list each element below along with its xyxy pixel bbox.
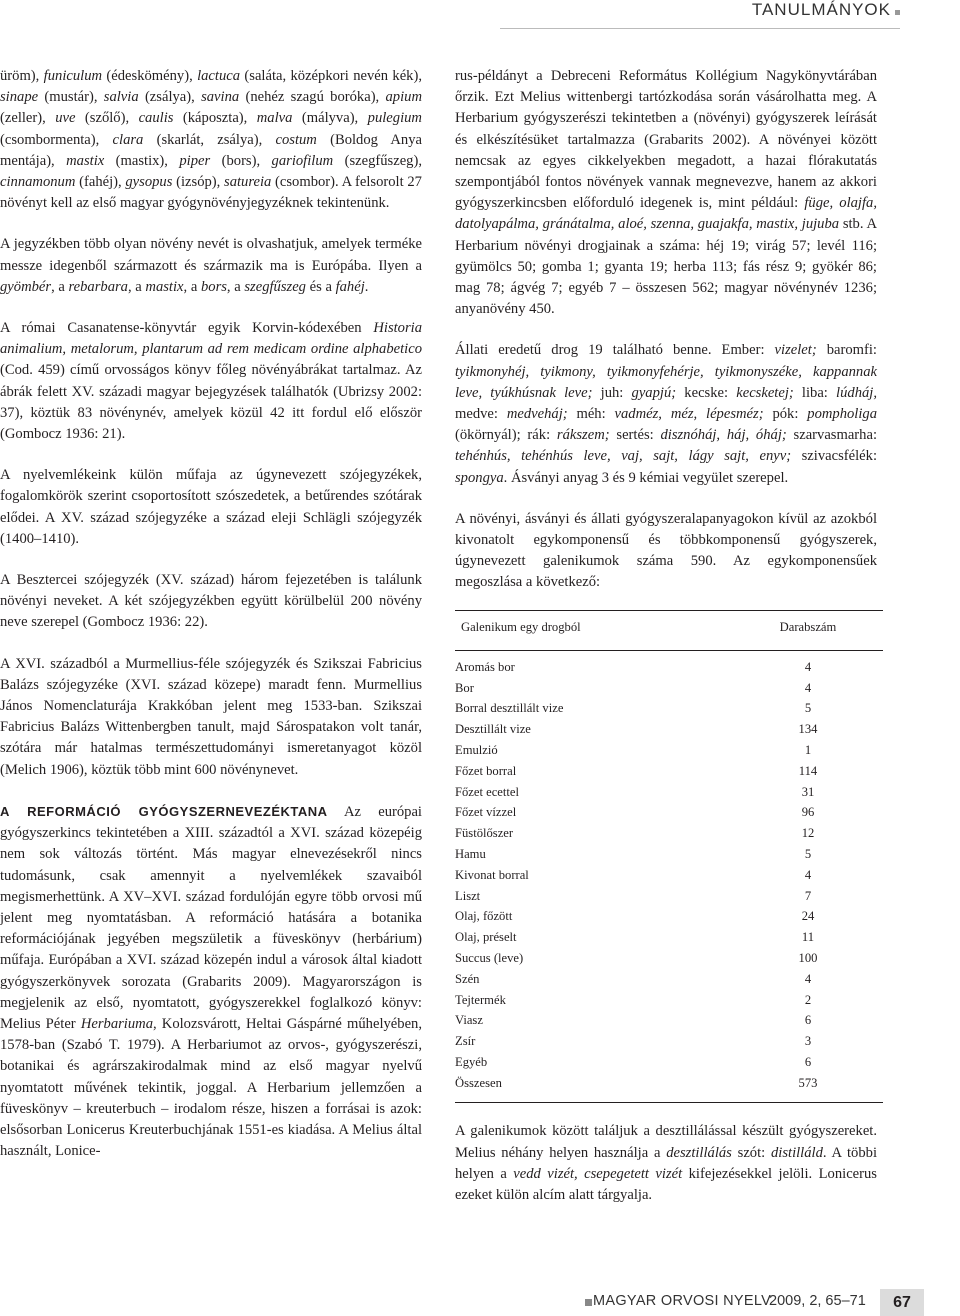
table-row [455, 1010, 883, 1031]
italic-term: medveháj; [506, 406, 568, 423]
italic-term: apium [385, 89, 422, 106]
table-cell-count: 3 [804, 1034, 812, 1049]
table-cell-label: Kivonat borral [455, 867, 529, 882]
table-row [455, 927, 883, 948]
table-row [455, 886, 883, 907]
table-cell-label: Olaj, préselt [455, 930, 517, 945]
journal-name: MAGYAR ORVOSI NYELV [593, 1293, 772, 1309]
italic-term: pulegium [367, 110, 422, 127]
italic-term: szegfűszeg [244, 278, 306, 295]
table-cell-count: 11 [801, 930, 815, 945]
italic-term: pompholiga [807, 406, 877, 423]
paragraph: A XVI. századból a Murmellius-féle szójegyzék és Szikszai Fabricius Balázs szójegyzéke (XVI. század közepe) maradt fenn. Murmellius János Nomenclaturája Krakkóban jelent meg 1533-ban. Szikszai Fabricius Balázs Wittenbergben tanult, majd Sárospatakon volt tanár, szótára már hatalmas természettudományi ismeretanyagot közöl (Melich 1906), köztük több mint 600 növénynevet. [0, 655, 422, 778]
table-cell-count: 4 [804, 659, 812, 674]
italic-term: sinape [0, 89, 39, 106]
table-cell-count: 100 [798, 951, 818, 966]
italic-term: füge, olajfa, datolyapálma, gránátalma, aloé, szenna, guajakfa, mastix, jujuba [455, 195, 877, 233]
paragraph-body: Az európai gyógyszerkincs tekintetében a XIII. századtól a XVI. század közepéig nem sok változás történt. Más magyar elnevezésekről nincs tudomásunk, csak amennyit a nyelvemlékek szavaiból megismerhettünk. A XV–XVI. század fordulóján egyre több orvosi mű jelent meg nyomtatásban. A reformáció hatására a botanika reformációjának jegyében megszületik a füveskönyv (herbárium) műfaja. Európában a XVI. század közepén indul a városok által kiadott gyógyszerkönyvek sorozata (Grabarits 2009). Magyarországon is megjelenik az első, nyomtatott, gyógyszerekkel foglalkozó könyv: Melius Péter Herbariuma, Kolozsvárott, Heltai Gáspárné műhelyében, 1578-ban (Szabó T. 1979). A Herbariumot az orvos-, gyógyszerészi, botanikai és agrárszakirodalmak mind az első magyar nyelvű nyomtatott művének tekintik, joggal. A Herbarium jellemzően a füveskönyv – kreuterbuch – irodalom része, hiszen a forrásai is azok: elsősorban Lonicerus Kreuterbuchjának 1551-es kiadása. A Melius által használt, Lonice- [0, 803, 422, 1160]
table-cell-label: Füstölőszer [455, 826, 514, 841]
paragraph: Állati eredetű drog 19 található benne. Ember: vizelet; baromfi: tyikmonyhéj, tyikmony, tyikmonyfehérje, tyikmonyszéke, kappannak leve, tyúkhúsnak leve; juh: gyapjú; kecske: kecsketej; liba: lúdháj, medve: medveháj; méh: vadméz, méz, lépesméz; pók: pompholiga (ökörnyál); rák: rákszem; sertés: disznóháj, háj, óháj; szarvasmarha: tehénhús, tehénhús leve, vaj, sajt, lágy sajt, enyv; szivacsfélék: spongya. Ásványi anyag 3 és 9 kémiai vegyület szerepel. [455, 342, 877, 486]
table-cell-label: Borral desztillált vize [455, 701, 564, 716]
table-row [455, 990, 883, 1011]
table-cell-label: Succus (leve) [455, 951, 524, 966]
italic-term: kecsketej; [736, 384, 794, 401]
italic-term: mastix [66, 152, 105, 169]
table-row [455, 761, 883, 782]
table-cell-label: Főzet borral [455, 763, 517, 778]
table-row [455, 782, 883, 803]
italic-term: gariofilum [271, 152, 334, 169]
table-cell-count: 96 [801, 805, 815, 820]
table-cell-label: Tejtermék [455, 992, 506, 1007]
italic-term: lúdháj, [836, 384, 877, 401]
table-cell-count: 5 [804, 847, 812, 862]
table-cell-count: 4 [804, 680, 812, 695]
table-row [455, 865, 883, 886]
italic-term: Historia animalium, metalorum, plantarum ad rem medicam ordine alphabetico [0, 320, 422, 358]
header-rule [500, 28, 900, 29]
italic-term: clara [112, 131, 144, 148]
table-cell-count: 7 [804, 888, 812, 903]
left-column [0, 66, 422, 1182]
italic-term: tehénhús, tehénhús leve, vaj, sajt, lágy sajt, enyv; [455, 448, 792, 465]
section-title: TANULMÁNYOK [751, 0, 891, 19]
italic-term: salvia [103, 89, 139, 106]
table-row [455, 719, 883, 740]
italic-term: gyömbér [0, 278, 52, 295]
italic-term: piper [179, 152, 211, 169]
table-cell-label: Szén [455, 971, 480, 986]
italic-term: lactuca [197, 68, 241, 84]
italic-term: disznóháj, háj, óháj; [660, 427, 787, 444]
paragraph: A jegyzékben több olyan növény nevét is olvashatjuk, amelyek terméke messze idegenből származott és származik ma is Európába. Ilyen a gyömbér, a rebarbara, a mastix, a bors, a szegfűszeg és a fahéj. [0, 236, 422, 295]
table-cell-label: Liszt [455, 888, 481, 903]
paragraph: A Besztercei szójegyzék (XV. század) három fejezetében is találunk növényi neveket. A két szójegyzékben együtt körülbelül 200 növény neve szerepel (Gombocz 1936: 22). [0, 572, 422, 631]
italic-term: desztillálás [666, 1144, 732, 1161]
table-row [455, 948, 883, 969]
issue-info: 2009, 2, 65–71 [769, 1293, 866, 1309]
table-header-cell: Darabszám [733, 610, 883, 650]
section-heading: A REFORMÁCIÓ GYÓGYSZERNEVEZÉKTANA [0, 803, 328, 819]
italic-term: gyapjú; [631, 384, 677, 401]
square-bullet-icon [585, 1299, 592, 1306]
right-column [455, 66, 877, 1226]
table-header-row [455, 610, 883, 650]
table-cell-label: Hamu [455, 847, 486, 862]
italic-term: spongya [455, 469, 504, 486]
table-cell-count: 573 [733, 1073, 883, 1103]
italic-term: mastix [145, 278, 184, 295]
table-cell-label: Olaj, főzött [455, 909, 513, 924]
italic-term: rebarbara [68, 278, 128, 295]
italic-term: tyikmonyhéj, tyikmony, tyikmonyfehérje, tyikmonyszéke, kappannak leve, tyúkhúsnak leve; [455, 363, 877, 401]
square-bullet-icon [895, 10, 900, 15]
section-header [640, 0, 900, 28]
italic-term: caulis [138, 110, 174, 127]
table-row [455, 969, 883, 990]
table-cell-label: Viasz [455, 1013, 483, 1028]
table-cell-label: Egyéb [455, 1055, 488, 1070]
paragraph: rus-példányt a Debreceni Református Kollégium Nagykönyvtárában őrzik. Ezt Melius wittenbergi tartózkodása során vásárolhatta meg. A Herbarium gyógyszerészi tekintetben a (növényi) gyógyszerek leírását és elkészítésüket tartalmazza (Grabarits 2002). A növényei között nemcsak az egyes cikkelyekben megadott, a hazai flórakutatás szempontjából fontos növények vannak megnevezve, hanem az akkori gyógyszerkincsben előforduló idegenek is, mint például: füge, olajfa, datolyapálma, gránátalma, aloé, szenna, guajakfa, mastix, jujuba stb. A Herbarium növényi drogjainak a száma: héj 19; virág 57; levél 116; gyümölcs 50; gomba 1; gyanta 19; herba 113; fás rész 9; gyökér 86; mag 78; ágvég 7; egyéb 7 – összesen 562; magyar növénynév 1236; anyanövény 450. [455, 68, 877, 318]
table-row [455, 906, 883, 927]
table-cell-count: 5 [804, 701, 812, 716]
italic-term: costum [275, 131, 317, 148]
table-cell-count: 1 [804, 743, 812, 758]
table-cell-label: Összesen [455, 1073, 733, 1103]
table-row [455, 698, 883, 719]
italic-term: fahéj [335, 278, 365, 295]
page-number: 67 [880, 1289, 924, 1316]
galenicals-table [455, 610, 883, 1104]
table-row [455, 678, 883, 699]
table-row [455, 802, 883, 823]
table-cell-label: Desztillált vize [455, 722, 531, 737]
table-cell-label: Bor [455, 680, 474, 695]
table-cell-label: Aromás bor [455, 659, 515, 674]
italic-term: rákszem; [556, 427, 610, 444]
table-cell-count: 31 [801, 784, 815, 799]
paragraph: A galenikumok között találjuk a desztillálással készült gyógyszereket. Melius néhány helyen használja a desztillálás szót: distilláld. A többi helyen a vedd vizét, csepegetett vizét kifejezésekkel jelöli. Lonicerus ezeket külön alcím alatt tárgyalja. [455, 1123, 877, 1203]
table-cell-label: Főzet ecettel [455, 784, 519, 799]
italic-term: malva [256, 110, 293, 127]
table-row [455, 740, 883, 761]
paragraph: üröm), funiculum (édeskömény), lactuca (saláta, középkori nevén kék), sinape (mustár), salvia (zsálya), savina (nehéz szagú boróka), apium (zeller), uve (szőlő), caulis (káposzta), malva (mályva), pulegium (csombormenta), clara (skarlát, zsálya), costum (Boldog Anya mentája), mastix (mastix), piper (bors), gariofilum (szegfűszeg), cinnamonum (fahéj), gysopus (izsóp), satureia (csombor). A felsorolt 27 növényt kell az első magyar gyógynövényjegyzéknek tekintenünk. [0, 68, 423, 212]
italic-term: vedd vizét, csepegetett vizét [513, 1165, 683, 1182]
table-cell-count: 6 [804, 1013, 812, 1028]
table-cell-count: 6 [804, 1055, 812, 1070]
italic-term: vadméz, méz, lépesméz; [614, 406, 764, 423]
table-cell-count: 114 [798, 763, 818, 778]
italic-term: bors [200, 278, 227, 295]
table-cell-count: 4 [804, 971, 812, 986]
italic-term: savina [201, 89, 240, 106]
table-row [455, 844, 883, 865]
italic-term: distilláld [770, 1144, 823, 1161]
italic-term: Herbariuma [80, 1015, 153, 1032]
table-cell-label: Emulzió [455, 743, 498, 758]
page-footer [585, 1289, 960, 1316]
table-row [455, 1031, 883, 1052]
paragraph: A nyelvemlékeink külön műfaja az úgynevezett szójegyzékek, fogalomkörök szerint csoportosított szószedetek, a betűrendes szótárak elődei. A XV. század szójegyzéke a század eleji Schlägli szójegyzék (1400–1410). [0, 467, 422, 547]
table-cell-count: 134 [798, 722, 818, 737]
italic-term: vizelet; [774, 342, 817, 359]
table-cell-count: 24 [801, 909, 815, 924]
table-cell-label: Zsír [455, 1034, 476, 1049]
table-row [455, 1052, 883, 1073]
paragraph [0, 801, 422, 1162]
paragraph: A növényi, ásványi és állati gyógyszeralapanyagokon kívül az azokból kivonatolt egykomponensű és többkomponensű gyógyszerek, úgynevezett galenikumok száma 590. Az egykomponensűek megoszlása a következő: [455, 510, 877, 591]
table-row [455, 1073, 883, 1103]
table-cell-count: 2 [804, 992, 812, 1007]
table-cell-count: 4 [804, 867, 812, 882]
italic-term: funiculum [43, 68, 103, 84]
table-cell-label: Főzet vízzel [455, 805, 517, 820]
table-cell-count: 12 [801, 826, 815, 841]
table-row [455, 823, 883, 844]
paragraph: A római Casanatense-könyvtár egyik Korvin-kódexében Historia animalium, metalorum, plantarum ad rem medicam ordine alphabetico (Cod. 459) című orvosságos könyv főleg növényábrákat tartalmaz. Az ábrák felett XV. századi magyar bejegyzések találhatók (Ubrizsy 2002: 37), köztük 83 növénynév, amelyek közül 42 itt fordul elő először (Gombocz 1936: 21). [0, 320, 422, 443]
table-body [455, 650, 883, 1102]
table-row [455, 650, 883, 677]
italic-term: uve [55, 110, 76, 127]
italic-term: satureia [224, 174, 272, 191]
italic-term: gysopus [125, 174, 173, 191]
table-header-cell: Galenikum egy drogból [455, 610, 733, 650]
italic-term: cinnamonum [0, 174, 76, 191]
